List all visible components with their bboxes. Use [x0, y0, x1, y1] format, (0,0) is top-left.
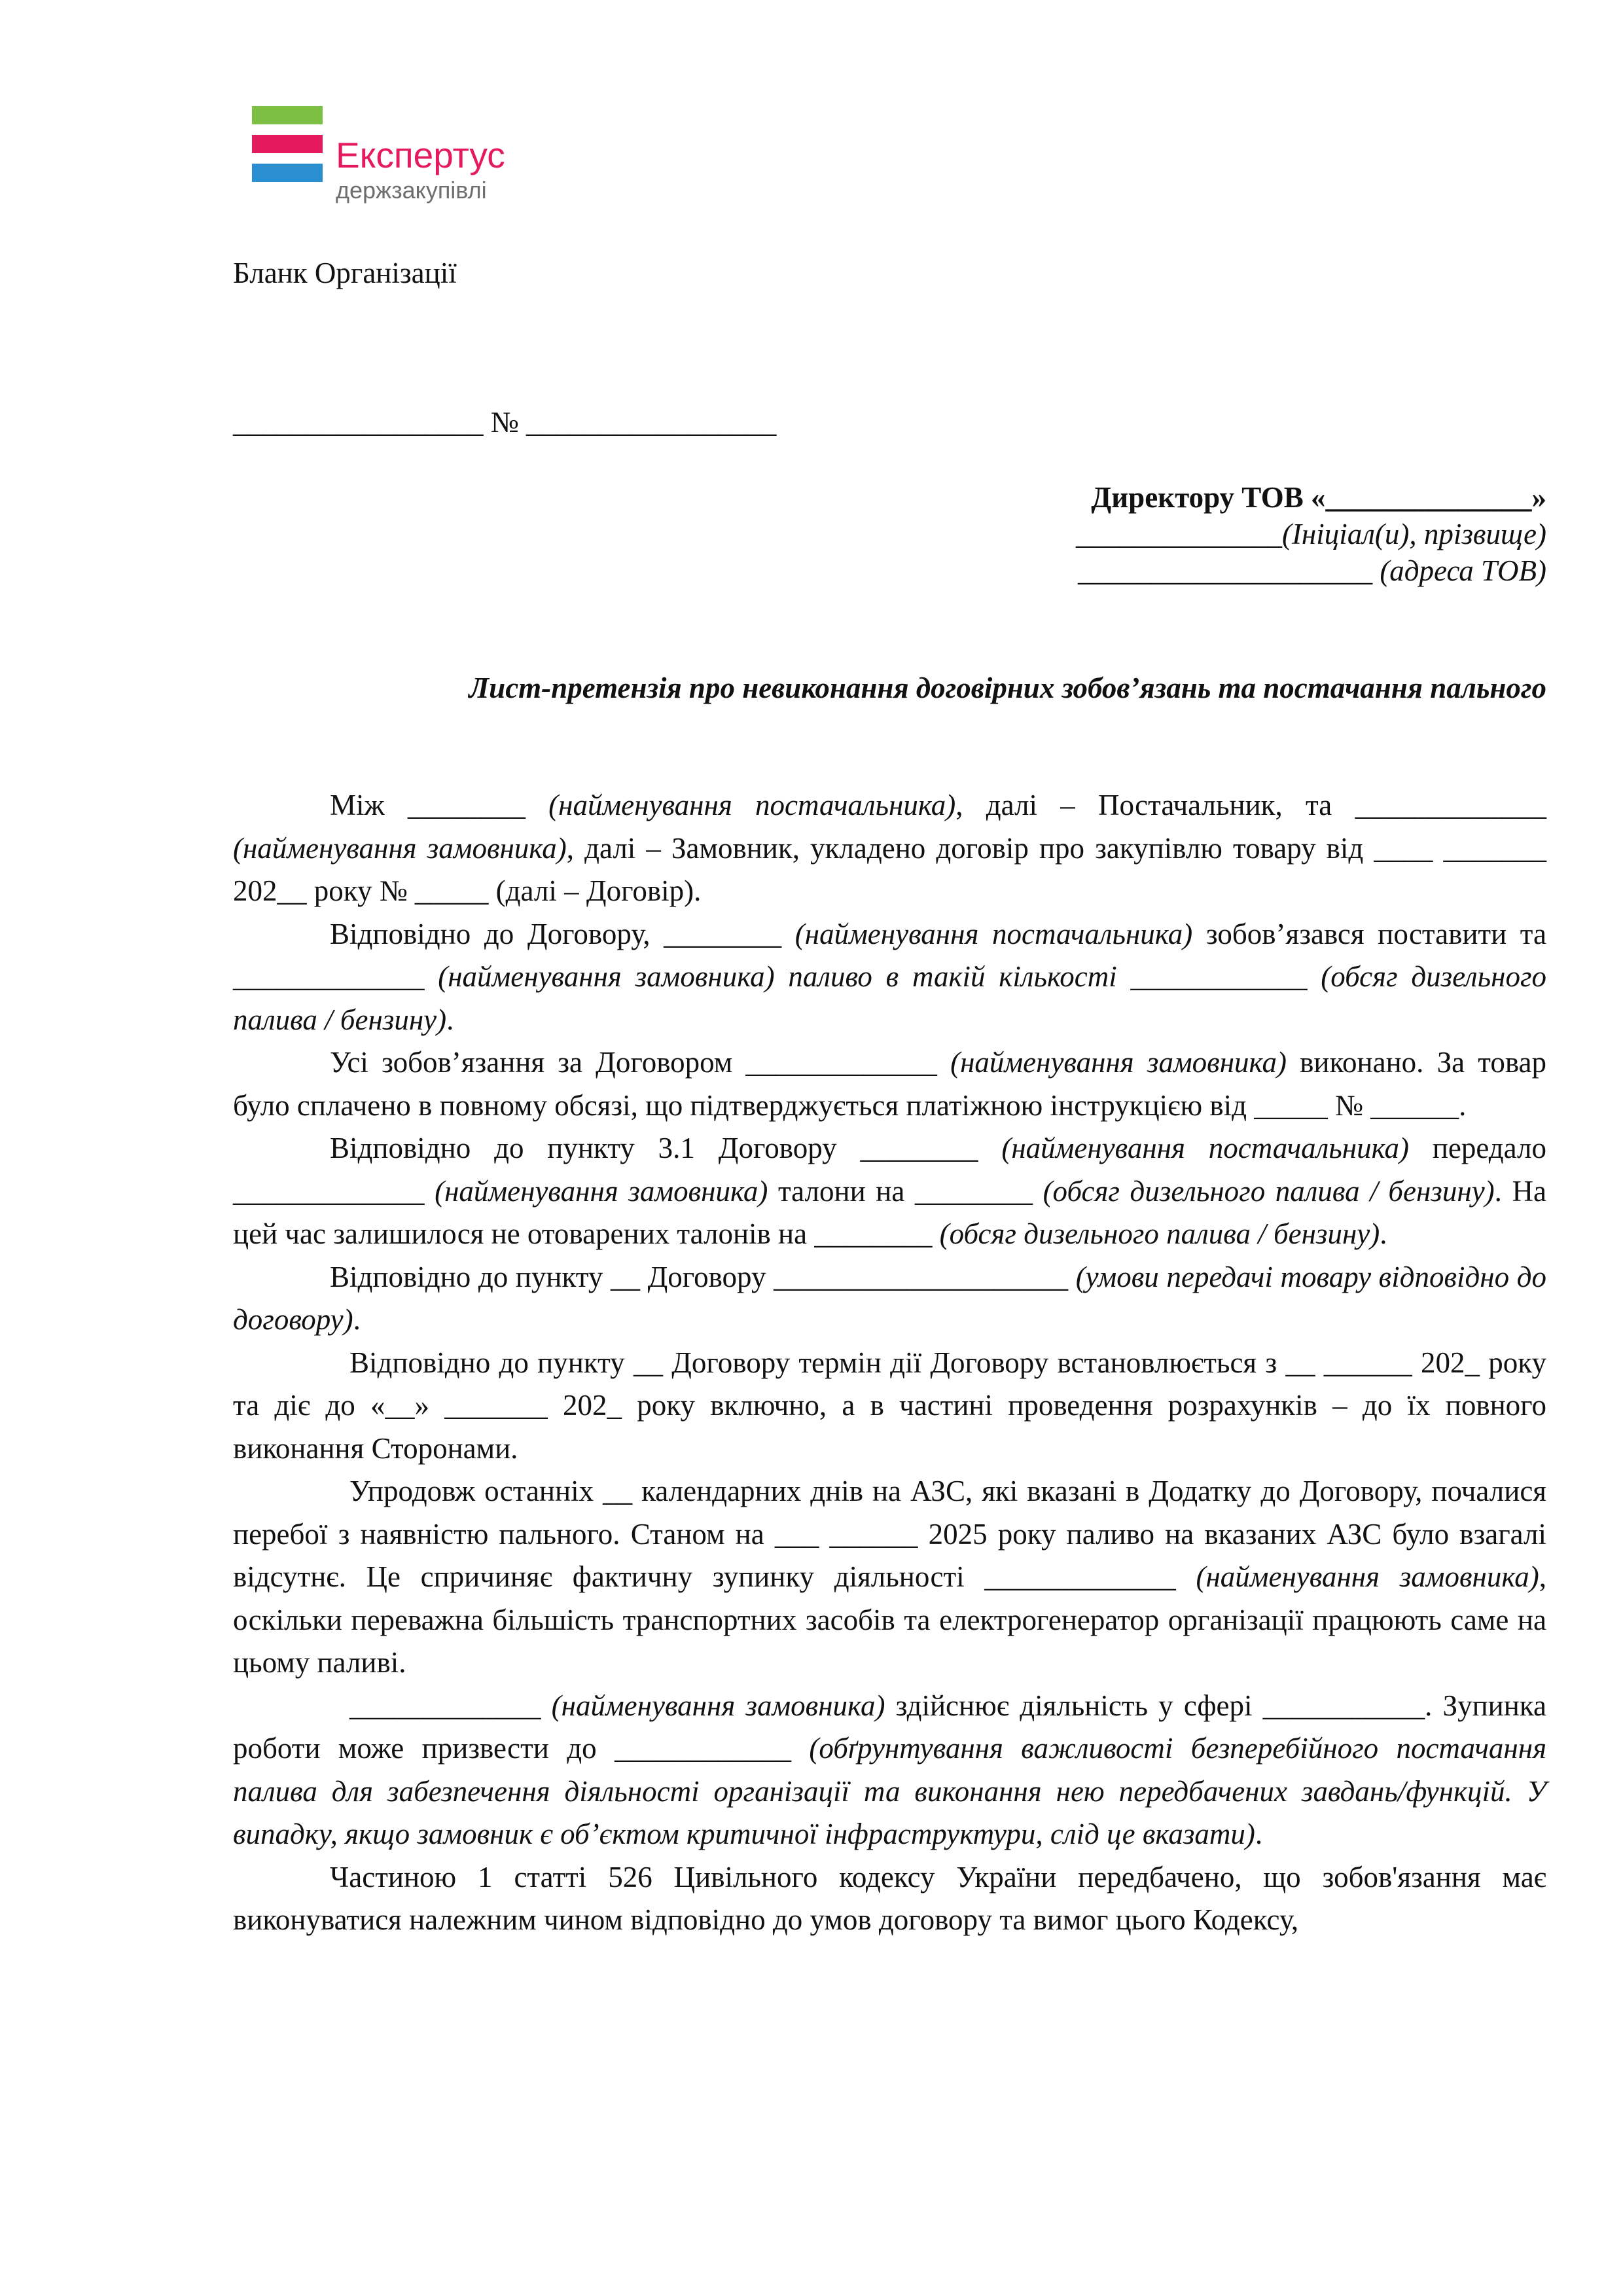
text-run: зобов’язався поставити та _____________ [233, 917, 1546, 993]
text-run: _____________ [349, 1689, 552, 1722]
paragraph-contract-term [233, 1342, 1546, 1471]
logo-green-bar [252, 106, 323, 124]
registration-number-line: _________________ № _________________ [233, 406, 777, 439]
addressee-name-line [827, 516, 1546, 552]
text-run: здійснює діяльність у сфері ___________. Зупинка роботи може призвести до ____________ [233, 1689, 1546, 1765]
expertus-logo [252, 105, 527, 209]
italic-note: (обґрунтування важливості безперебійного постачання палива для забезпечення діяльності організації та виконання нею передбачених завдань/функцій. У випадку, якщо замовник є об’єктом критичної інфраструктури, слід це вказати) [233, 1732, 1546, 1850]
italic-note: (найменування замовника) [435, 1174, 768, 1208]
text-run: . [353, 1303, 361, 1336]
text-run: Відповідно до пункту __ Договору ____________________ [330, 1260, 1076, 1293]
text-run: Між ________ [330, 789, 549, 821]
text-run: , далі – Замовник, укладено договір про закупівлю товару від ____ _______ 202__ року № _____ (далі – Договір). [233, 831, 1547, 907]
text-run: Упродовж останніх __ календарних днів на АЗС, які вказані в Додатку до Договору, почалися перебої з наявністю пального. Станом на ___ ______ 2025 року паливо на вказаних АЗС було взагалі відсутнє. Це спричиняє фактичну зупинку діяльності _____________ [233, 1475, 1546, 1593]
paragraph-coupons [233, 1127, 1546, 1256]
addressee-address-blank: ____________________ [1078, 554, 1373, 587]
addressee-name-note: (Ініціал(и), прізвище) [1281, 518, 1546, 550]
italic-note: (найменування постачальника) [1001, 1132, 1409, 1164]
italic-note: (найменування замовника) [1196, 1560, 1539, 1593]
italic-note: (умови передачі товару відповідно до договору) [233, 1260, 1546, 1336]
text-run: , оскільки переважна більшість транспортних засобів та електрогенератор організації працюють саме на цьому паливі. [233, 1560, 1546, 1679]
text-run: . [1380, 1217, 1387, 1250]
text-run: . [446, 1003, 454, 1036]
paragraph-contract-parties [233, 784, 1546, 913]
text-run: . [1255, 1818, 1263, 1850]
paragraph-civil-code [233, 1856, 1546, 1942]
italic-note: (найменування замовника) [950, 1046, 1287, 1079]
text-run: Усі зобов’язання за Договором _____________ [330, 1046, 951, 1079]
text-run: Відповідно до пункту 3.1 Договору ________ [330, 1132, 1002, 1164]
logo-pink-bar [252, 135, 323, 153]
text-run: , далі – Постачальник, та _____________ [955, 789, 1546, 821]
italic-note: (найменування постачальника) [794, 917, 1193, 950]
paragraph-supplier-obligation [233, 913, 1546, 1042]
letter-body [233, 784, 1546, 1942]
paragraph-delivery-terms [233, 1256, 1546, 1342]
addressee-block [827, 479, 1546, 589]
text-run: Відповідно до пункту __ Договору термін дії Договору встановлюється з __ ______ 202_ року та діє до «__» _______ 202_ року включно, а в частині проведення розрахунків – до їх повного виконання Сторонами. [233, 1346, 1546, 1465]
logo-blue-bar [252, 164, 323, 182]
logo-tagline: держзакупівлі [336, 177, 487, 204]
paragraph-activity-impact [233, 1685, 1546, 1856]
text-run: виконано. За товар було сплачено в повному обсязі, що підтверджується платіжною інструкцією від _____ № ______. [233, 1046, 1547, 1122]
italic-note: (обсяг дизельного палива / бензину) [1043, 1174, 1495, 1208]
italic-note: (найменування замовника) [233, 831, 567, 865]
italic-note: (найменування постачальника) [548, 789, 956, 821]
paragraph-payment-fulfilled [233, 1041, 1546, 1127]
italic-note: (найменування замовника) [551, 1689, 885, 1722]
text-run: . На цей час залишилося не отоварених талонів на ________ [233, 1174, 1546, 1250]
text-run: передало _____________ [233, 1132, 1546, 1208]
italic-note: (найменування замовника) паливо в такій кількості ____________ (обсяг дизельного палива / бензину) [233, 960, 1547, 1036]
text-run: талони на ________ [768, 1174, 1043, 1208]
addressee-director-line: Директору ТОВ «______________» [1091, 481, 1546, 514]
logo-brand-name: Експертус [336, 135, 505, 175]
text-run: Відповідно до Договору, ________ [330, 917, 795, 950]
addressee-name-blank: ______________ [1075, 518, 1282, 550]
italic-note: (обсяг дизельного палива / бензину) [939, 1217, 1380, 1250]
letterhead-label: Бланк Організації [233, 257, 457, 289]
text-run: Частиною 1 статті 526 Цивільного кодексу України передбачено, що зобов'язання має виконуватися належним чином відповідно до умов договору та вимог цього Кодексу, [233, 1860, 1546, 1936]
addressee-address-note: (адреса ТОВ) [1372, 554, 1546, 587]
addressee-address-line [827, 552, 1546, 589]
document-title: Лист-претензія про невиконання договірних зобов’язань та постачання пального [469, 672, 1546, 704]
paragraph-fuel-shortage [233, 1470, 1546, 1685]
